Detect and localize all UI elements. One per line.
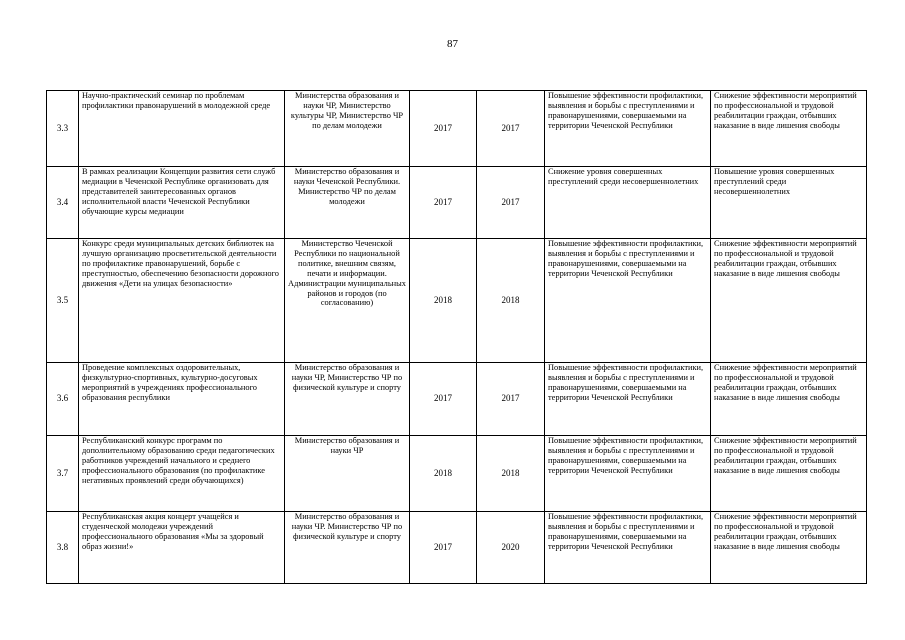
measures-table (46, 90, 867, 584)
year-start: 2017 (410, 363, 477, 436)
row-number: 3.7 (47, 436, 79, 512)
non-implementation-consequence: Снижение эффективности мероприятий по профессиональной и трудовой реабилитации граждан, отбывших наказание в виде лишения свободы (711, 91, 867, 167)
year-start: 2017 (410, 167, 477, 239)
year-end: 2018 (477, 239, 545, 363)
row-number: 3.5 (47, 239, 79, 363)
measure-name: Республиканский конкурс программ по дополнительному образованию среди педагогических работников учреждений начального и среднего профессионального образования (по профилактике негативных проявлений среди обучающихся) (79, 436, 285, 512)
table-row (47, 512, 867, 584)
table-row (47, 167, 867, 239)
executor: Министерство образования и науки ЧР. Министерство ЧР по физической культуре и спорту (285, 512, 410, 584)
executor: Министерство образования и науки ЧР, Министерство ЧР по физической культуре и спорту (285, 363, 410, 436)
year-end: 2018 (477, 436, 545, 512)
year-end: 2020 (477, 512, 545, 584)
row-number: 3.3 (47, 91, 79, 167)
year-start: 2017 (410, 91, 477, 167)
measure-name: Конкурс среди муниципальных детских библиотек на лучшую организацию просветительской деятельности по профилактике правонарушений, борьбе с преступностью, обеспечению безопасности дорожного движения «Дети на улицах безопасности» (79, 239, 285, 363)
non-implementation-consequence: Снижение эффективности мероприятий по профессиональной и трудовой реабилитации граждан, отбывших наказание в виде лишения свободы (711, 436, 867, 512)
executor: Министерства образования и науки ЧР, Министерство культуры ЧР, Министерство ЧР по делам молодежи (285, 91, 410, 167)
expected-result: Повышение эффективности профилактики, выявления и борьбы с преступлениями и правонарушениями, совершаемыми на территории Чеченской Республики (545, 363, 711, 436)
executor: Министерство образования и науки Чеченской Республики. Министерство ЧР по делам молодежи (285, 167, 410, 239)
measure-name: В рамках реализации Концепции развития сети служб медиации в Чеченской Республике организовать для представителей заинтересованных органов исполнительной власти Чеченской Республики обучающие курсы медиации (79, 167, 285, 239)
measure-name: Республиканская акция концерт учащейся и студенческой молодежи учреждений профессионального образования «Мы за здоровый образ жизни!» (79, 512, 285, 584)
non-implementation-consequence: Повышение уровня совершенных преступлений среди несовершеннолетних (711, 167, 867, 239)
row-number: 3.8 (47, 512, 79, 584)
year-start: 2018 (410, 436, 477, 512)
expected-result: Повышение эффективности профилактики, выявления и борьбы с преступлениями и правонарушениями, совершаемыми на территории Чеченской Республики (545, 436, 711, 512)
year-end: 2017 (477, 91, 545, 167)
expected-result: Повышение эффективности профилактики, выявления и борьбы с преступлениями и правонарушениями, совершаемыми на территории Чеченской Республики (545, 239, 711, 363)
year-start: 2017 (410, 512, 477, 584)
year-end: 2017 (477, 363, 545, 436)
table-row (47, 239, 867, 363)
row-number: 3.6 (47, 363, 79, 436)
year-end: 2017 (477, 167, 545, 239)
non-implementation-consequence: Снижение эффективности мероприятий по профессиональной и трудовой реабилитации граждан, отбывших наказание в виде лишения свободы (711, 239, 867, 363)
table-row (47, 91, 867, 167)
non-implementation-consequence: Снижение эффективности мероприятий по профессиональной и трудовой реабилитации граждан, отбывших наказание в виде лишения свободы (711, 363, 867, 436)
year-start: 2018 (410, 239, 477, 363)
non-implementation-consequence: Снижение эффективности мероприятий по профессиональной и трудовой реабилитации граждан, отбывших наказание в виде лишения свободы (711, 512, 867, 584)
executor: Министерство Чеченской Республики по национальной политике, внешним связям, печати и информации. Администрации муниципальных районов и городов (по согласованию) (285, 239, 410, 363)
table-row (47, 436, 867, 512)
measure-name: Научно-практический семинар по проблемам профилактики правонарушений в молодежной среде (79, 91, 285, 167)
expected-result: Повышение эффективности профилактики, выявления и борьбы с преступлениями и правонарушениями, совершаемыми на территории Чеченской Республики (545, 91, 711, 167)
expected-result: Снижение уровня совершенных преступлений среди несовершеннолетних (545, 167, 711, 239)
row-number: 3.4 (47, 167, 79, 239)
table-row (47, 363, 867, 436)
measure-name: Проведение комплексных оздоровительных, физкультурно-спортивных, культурно-досуговых мероприятий в учреждениях профессионального образования республики (79, 363, 285, 436)
page-number: 87 (447, 38, 458, 50)
expected-result: Повышение эффективности профилактики, выявления и борьбы с преступлениями и правонарушениями, совершаемыми на территории Чеченской Республики (545, 512, 711, 584)
executor: Министерство образования и науки ЧР (285, 436, 410, 512)
